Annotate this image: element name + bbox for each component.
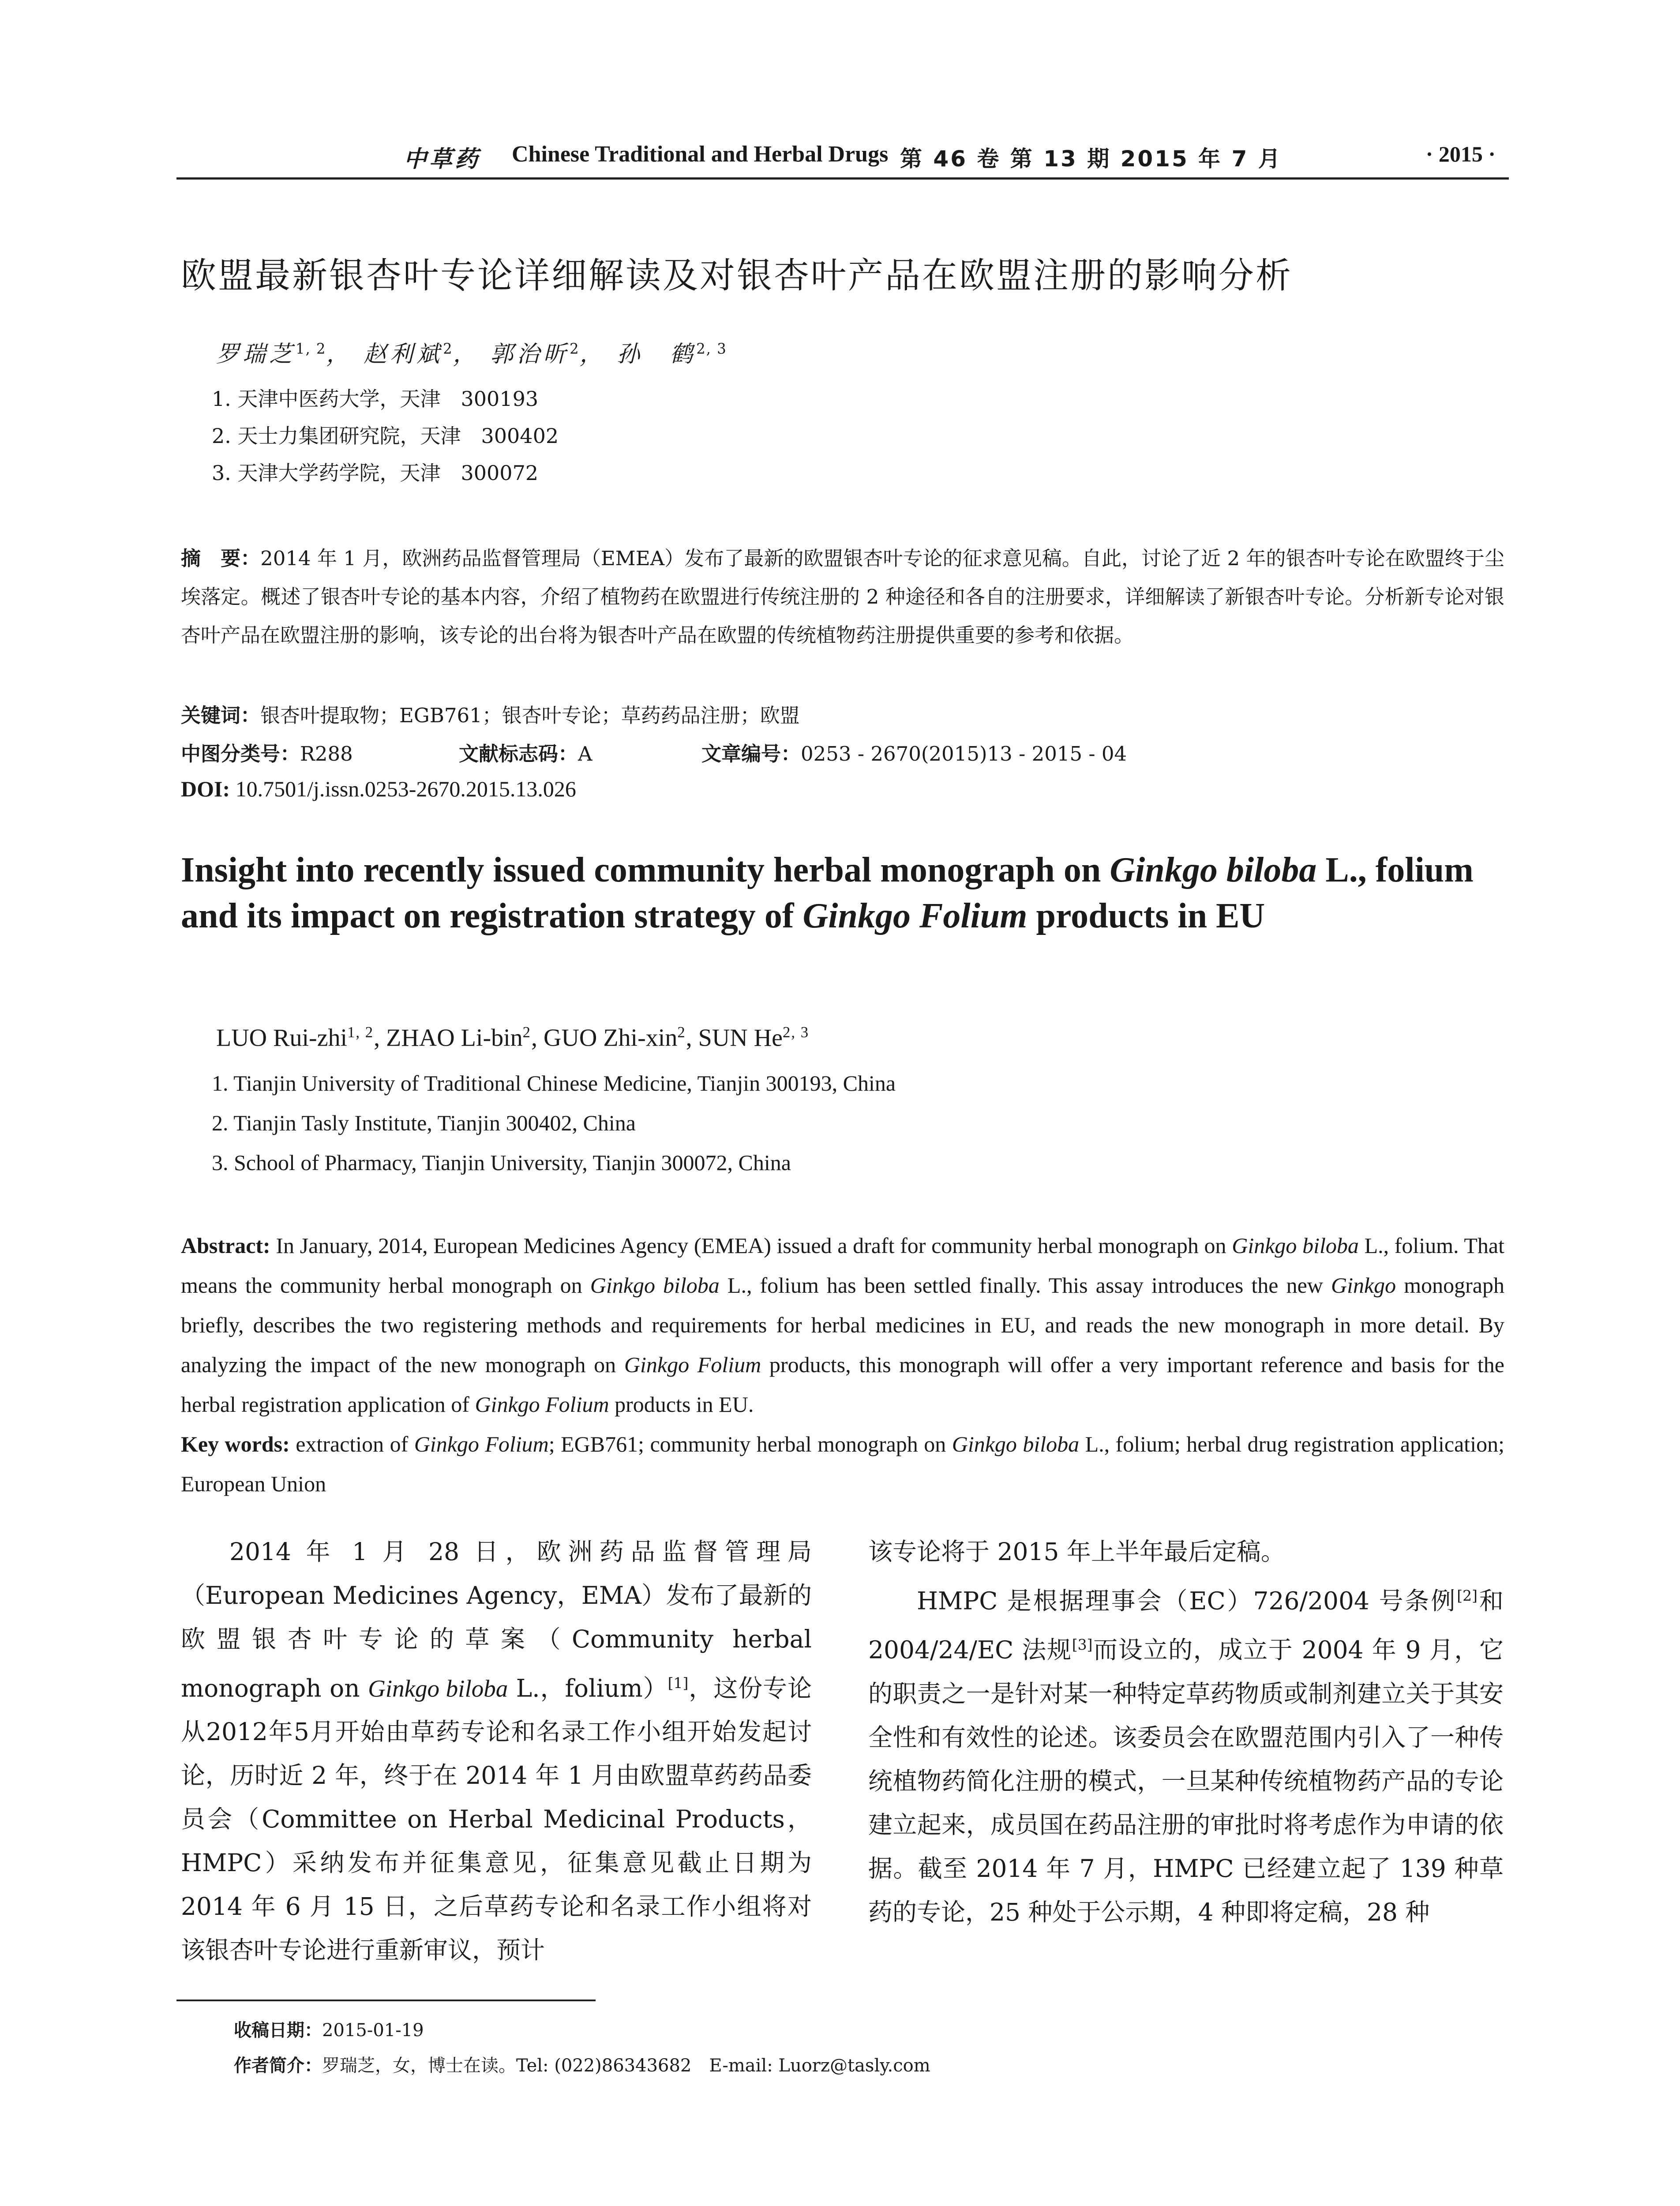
author-affiliation-mark: 1, 2 [347,1024,374,1041]
issue-info: 第 46 卷 第 13 期 2015 年 7 月 [900,146,1282,172]
body-column-right [868,1530,1504,1934]
keywords-en-label: Key words: [181,1432,290,1456]
body-paragraph-continued: 该专论将于 2015 年上半年最后定稿。 [868,1538,1285,1566]
affiliation-en-1: 1. Tianjin University of Traditional Chinese Medicine, Tianjin 300193, China [212,1071,896,1095]
clc-value: R288 [300,742,353,765]
keywords-en-text: L., folium; herbal drug registration application; European Union [181,1432,1504,1496]
author-affiliation-mark: 2 [570,340,580,357]
abstract-en-species: Ginkgo Folium [475,1392,609,1417]
author-name: LUO Rui-zhi [216,1024,348,1052]
document-code [459,738,592,766]
author-affiliation-mark: 1, 2 [296,340,326,357]
abstract-en-text: L., folium has been settled finally. This assay introduces the new [719,1273,1331,1298]
abstract-en-text: products in EU. [609,1392,754,1417]
author-name: 孙 鹤 [617,341,697,368]
title-en-text: L., folium and its impact on registration strategy of [181,851,1474,935]
footnote-divider [176,2000,596,2001]
author-separator: ， [326,341,353,368]
article-number [701,738,1127,766]
keywords-en-text: ; EGB761; community herbal monograph on [548,1432,952,1456]
keywords-en-text: extraction of [289,1432,414,1456]
author-separator: ， [453,341,480,368]
abstract-en-species: Ginkgo Folium [624,1352,761,1377]
abstract-en-label: Abstract: [181,1233,270,1258]
journal-name-cn: 中草药 [404,147,481,172]
affiliation-en-3: 3. School of Pharmacy, Tianjin University, Tianjin 300072, China [212,1150,791,1175]
author-bio-label: 作者简介： [234,2056,322,2076]
author-name: SUN He [698,1024,783,1052]
author-affiliation-mark: 2, 3 [783,1024,810,1041]
header-divider [176,177,1509,180]
article-number-value: 0253 - 2670(2015)13 - 2015 - 04 [801,742,1127,765]
author-name: 罗瑞芝 [216,341,296,368]
body-paragraph [181,1530,812,1972]
title-en-text: products in EU [1027,897,1265,935]
affiliation-cn-1: 1. 天津中医药大学，天津 300193 [212,387,539,411]
journal-name-en: Chinese Traditional and Herbal Drugs [512,142,889,167]
body-paragraph [868,1574,1504,1934]
abstract-en-text: In January, 2014, European Medicines Agency (EMEA) issued a draft for community herbal monograph on [270,1233,1232,1258]
received-date-value: 2015-01-19 [322,2020,424,2041]
title-en-text: Insight into recently issued community herbal monograph on [181,851,1110,889]
author-bio [234,2052,930,2077]
author-affiliation-mark: 2 [443,340,453,357]
title-en-species: Ginkgo Folium [802,897,1028,935]
body-species: Ginkgo biloba [368,1675,508,1702]
document-code-value: A [578,742,592,765]
body-text: 和 2004/24/EC 法规 [868,1587,1504,1664]
abstract-en-text: monograph briefly, describes the two registering methods and requirements for herbal medicines in EU, and reads the new monograph in more detail. By analyzing the impact of the new monograph on [181,1273,1504,1377]
author-separator: , [531,1024,544,1052]
keywords-en-species: Ginkgo biloba [952,1432,1080,1456]
keywords-cn [181,699,800,728]
received-date [234,2016,424,2041]
citation-ref: [2] [1457,1587,1478,1604]
abstract-en-species: Ginkgo [1331,1273,1396,1298]
body-column-left [181,1530,812,1972]
keywords-cn-text: 银杏叶提取物；EGB761；银杏叶专论；草药药品注册；欧盟 [260,704,800,727]
author-separator: , [374,1024,386,1052]
abstract-cn [181,539,1504,654]
author-name: 赵利斌 [364,341,443,368]
abstract-en-text: L., folium. That means the community herbal monograph on [181,1233,1505,1298]
article-title-cn: 欧盟最新银杏叶专论详细解读及对银杏叶产品在欧盟注册的影响分析 [181,255,1293,296]
affiliation-cn-3: 3. 天津大学药学院，天津 300072 [212,461,539,485]
author-list-cn [216,335,727,368]
citation-ref: [3] [1072,1636,1093,1654]
running-header [176,140,1509,172]
author-bio-text: 罗瑞芝，女，博士在读。Tel: (022)86343682 E-mail: Luorz@tasly.com [322,2056,930,2076]
title-en-species: Ginkgo biloba [1110,851,1317,889]
classification-clc [181,738,353,766]
abstract-cn-label: 摘 要： [181,547,261,570]
article-title-en [181,847,1526,939]
body-text: ，这份专论从2012年5月开始由草药专论和名录工作小组开始发起讨论，历时近 2 年，终于在 2014 年 1 月由欧盟草药药品委员会（Committee on Herbal Medicinal Products，HMPC）采纳发布并征集意见，征集意见截止日期为 2014 年 6 月 15 日，之后草药专论和名录工作小组将对该银杏叶专论进行重新审议，预计 [181,1674,812,1965]
body-text: 2014 年 1 月 28 日，欧洲药品监督管理局（European Medicines Agency，EMA）发布了最新的欧盟银杏叶专论的草案（Community herbal monograph on [181,1538,812,1703]
body-text: L.，folium） [508,1674,668,1703]
author-name: 郭治昕 [490,341,570,368]
doi-value: 10.7501/j.issn.0253-2670.2015.13.026 [235,777,576,801]
abstract-en-text: products, this monograph will offer a very important reference and basis for the herbal registration application of [181,1352,1504,1417]
page-number: · 2015 · [1425,142,1496,166]
received-date-label: 收稿日期： [234,2020,322,2041]
citation-ref: [1] [668,1674,689,1692]
doi [181,776,576,802]
clc-label: 中图分类号： [181,742,300,765]
affiliation-cn-2: 2. 天士力集团研究院，天津 300402 [212,424,559,448]
keywords-cn-label: 关键词： [181,704,261,727]
author-affiliation-mark: 2 [522,1024,532,1041]
body-text: HMPC 是根据理事会（EC）726/2004 号条例 [917,1587,1457,1615]
author-separator: , [686,1024,698,1052]
author-affiliation-mark: 2 [677,1024,686,1041]
author-name: GUO Zhi-xin [544,1024,678,1052]
document-code-label: 文献标志码： [459,742,578,765]
author-affiliation-mark: 2, 3 [696,340,727,357]
author-list-en [216,1024,809,1052]
abstract-en-species: Ginkgo biloba [590,1273,720,1298]
abstract-en-species: Ginkgo biloba [1232,1233,1359,1258]
affiliation-en-2: 2. Tianjin Tasly Institute, Tianjin 300402, China [212,1111,636,1135]
doi-label: DOI: [181,777,230,801]
author-separator: ， [579,341,606,368]
keywords-en-species: Ginkgo Folium [414,1432,549,1456]
abstract-cn-text: 2014 年 1 月，欧洲药品监督管理局（EMEA）发布了最新的欧盟银杏叶专论的征求意见稿。自此，讨论了近 2 年的银杏叶专论在欧盟终于尘埃落定。概述了银杏叶专论的基本内容，介绍了植物药在欧盟进行传统注册的 2 种途径和各自的注册要求，详细解读了新银杏叶专论。分析新专论对银杏叶产品在欧盟注册的影响，该专论的出台将为银杏叶产品在欧盟的传统植物药注册提供重要的参考和依据。 [181,547,1504,647]
article-number-label: 文章编号： [701,742,801,765]
abstract-en [181,1226,1504,1504]
author-name: ZHAO Li-bin [386,1024,523,1052]
body-text: 而设立的，成立于 2004 年 9 月，它的职责之一是针对某一种特定草药物质或制剂建立关于其安全性和有效性的论述。该委员会在欧盟范围内引入了一种传统植物药简化注册的模式，一旦某种传统植物药产品的专论建立起来，成员国在药品注册的审批时将考虑作为申请的依据。截至 2014 年 7 月，HMPC 已经建立起了 139 种草药的专论，25 种处于公示期，4 种即将定稿，28 种 [868,1636,1504,1926]
